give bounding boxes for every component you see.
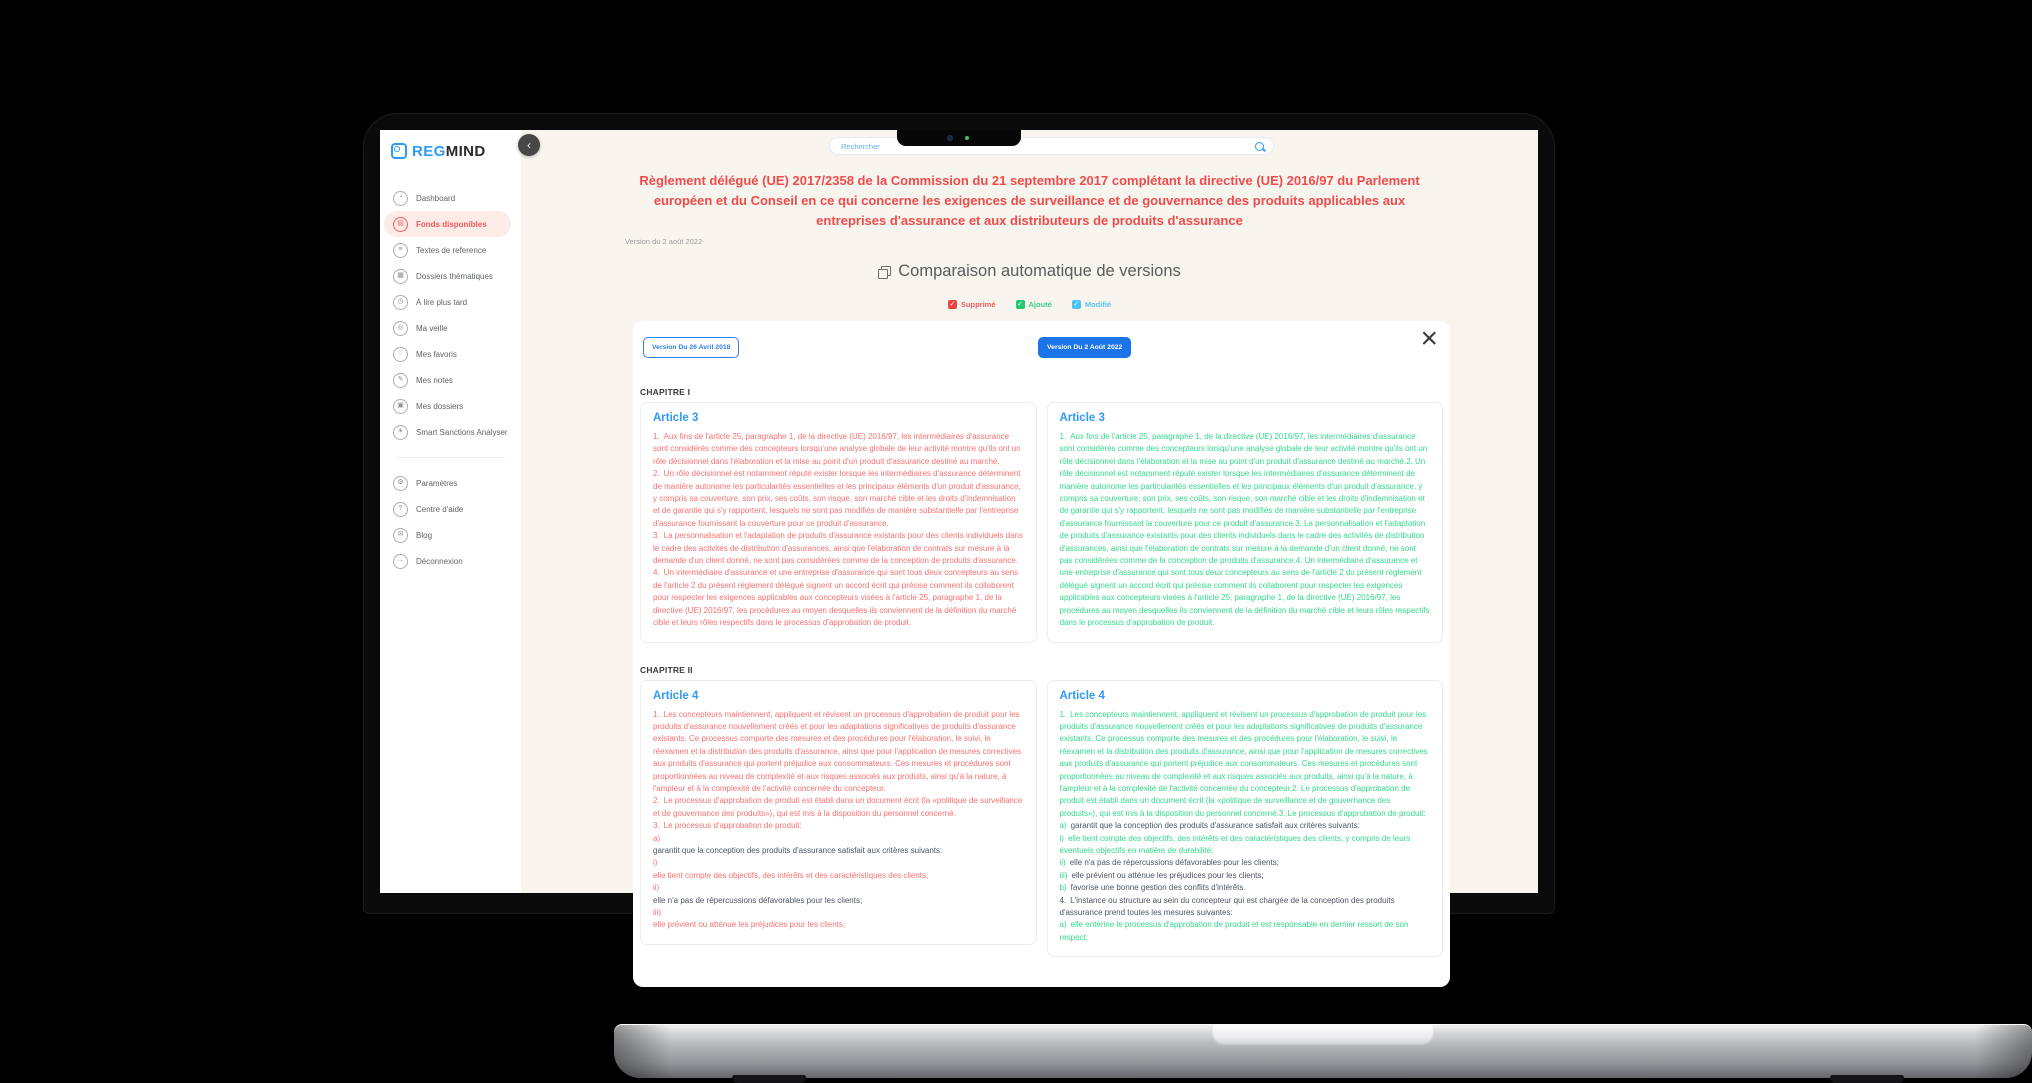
sidebar-item-icon: ♡ [393, 347, 408, 362]
section-heading-text: Comparaison automatique de versions [898, 262, 1181, 280]
article-line: garantit que la conception des produits d'assurance satisfait aux critères suivants: [653, 845, 943, 855]
sidebar-item-label: Ma veille [416, 323, 448, 333]
article-line: i) [653, 858, 658, 868]
sidebar-item[interactable] [384, 496, 511, 522]
screen [380, 130, 1538, 942]
sidebar-item-label: Déconnexion [416, 556, 463, 566]
legend-checkbox-icon: ✓ [949, 301, 956, 308]
sidebar-item[interactable] [384, 315, 511, 341]
laptop-screen [363, 113, 1555, 942]
legend-item[interactable] [948, 300, 996, 309]
article-line: a) elle entérine le processus d'approbation de produit et est responsable en dernier ressort de son respect; [1059, 920, 1409, 942]
sidebar-item-label: Textes de reference [416, 245, 487, 255]
article-line: 4. Un intermédiaire d'assurance et une entreprise d'assurance qui sont tous deux concepteurs au sens de l'article 2 du présent règlement délégué signent un accord écrit qui précise comment ils collaborent pour respecter les exigences applicables aux concepteurs visées à l'article 25, paragraphe 1, de la directive (UE) 2016/97, les procédures au moyen desquelles ils conviennent de la définition du marché cible et leurs rôles respectifs dans le processus d'approbation de produit. [653, 568, 1019, 628]
compare-icon [878, 266, 890, 278]
sidebar-item[interactable] [384, 289, 511, 315]
legend-label: Modifié [1084, 300, 1112, 309]
sidebar-item-icon: ▤ [393, 217, 408, 232]
article-new-body [1060, 431, 1431, 630]
laptop-base [614, 1024, 2032, 1078]
sidebar-item-label: Dashboard [416, 193, 456, 203]
sidebar-item-icon: ◔ [393, 191, 408, 206]
regmind-app [380, 130, 1538, 942]
sidebar-item-icon: ✶ [393, 425, 408, 440]
diff-legend [521, 300, 1538, 309]
sidebar-footer-nav [380, 470, 521, 574]
sidebar-item-label: Blog [416, 530, 433, 540]
article-line: 1. Aux fins de l'article 25, paragraphe 1, de la directive (UE) 2016/97, les intermédiaires d'assurance sont considérés comme des concepteurs lorsqu'une analyse globale de leur activité montre qu'ils ont un rôle décisionnel dans l'élaboration et la mise au point d'un produit d'assurance destiné au marché. [653, 432, 1021, 466]
sidebar-item-icon: → [393, 554, 408, 569]
legend-checkbox-icon: ✓ [1073, 301, 1080, 308]
article-line: a) [653, 833, 661, 843]
article-line: 2. Un rôle décisionnel est notamment réputé exister lorsque les intermédiaires d'assurance déterminent de manière autonome les particularités essentielles et les principaux éléments d'un produit d'assurance, y compris sa couverture, son prix, ses coûts, son risque, son marché cible et les droits d'indemnisation et de garantie qui s'y rapportent, lesquels ne sont pas modifiés de manière substantielle par l'entreprise d'assurance fournissant la couverture pour ce produit d'assurance. [653, 469, 1021, 528]
article-line: a) garantit que la conception des produits d'assurance satisfait aux critères suivants: [1059, 821, 1360, 831]
article-line: 1. Aux fins de l'article 25, paragraphe 1, de la directive (UE) 2016/97, les intermédiaires d'assurance sont considérés comme des concepteurs lorsqu'une analyse globale de leur activité montre qu'ils ont un rôle décisionnel dans l'élaboration et la mise au point d'un produit d'assurance destiné au marché.2. Un rôle décisionnel est notamment réputé exister lorsque les intermédiaires d'assurance déterminent de manière autonome les particularités essentielles et les principaux éléments d'un produit d'assurance, y compris sa couverture, son prix, ses coûts, son risque, son marché cible et les droits d'indemnisation et de garantie qui s'y rapportent, lesquels ne sont pas modifiés de manière substantielle par l'entreprise d'assurance fournissant la couverture pour ce produit d'assurance.3. La personnalisation et l'adaptation de produits d'assurance existants pour des clients individuels dans le cadre des activités de distribution d'assurances, ainsi que l'élaboration de contrats sur mesure à la demande d'un client donné, ne sont pas considérées comme de la conception de produits d'assurance.4. Un intermédiaire d'assurance et une entreprise d'assurance qui sont tous deux concepteurs au sens de l'article 2 du présent règlement délégué signent un accord écrit qui précise comment ils collaborent pour respecter les exigences applicables aux concepteurs visées à l'article 25, paragraphe 1, de la directive (UE) 2016/97, les procédures au moyen desquelles ils conviennent de la définition du marché cible et leurs rôles respectifs dans le processus d'approbation de produit. [1059, 432, 1430, 628]
article-title: Article 3 [653, 412, 699, 424]
sidebar-item[interactable] [384, 341, 511, 367]
legend-label: Ajouté [1028, 300, 1052, 309]
legend-item[interactable] [1072, 300, 1111, 309]
camera-led-icon [965, 136, 969, 140]
regmind-logo-icon [391, 143, 407, 159]
article-line: ii) elle n'a pas de répercussions défavorables pour les clients; [1059, 858, 1279, 868]
sidebar-item[interactable] [384, 393, 511, 419]
sidebar-item[interactable] [384, 419, 511, 445]
article-old-version [640, 402, 1037, 643]
article-line: 4. L'instance ou structure au sein du concepteur qui est chargée de la conception des produits d'assurance prend toutes les mesures suivantes: [1059, 895, 1395, 917]
sidebar-item[interactable] [384, 470, 511, 496]
search-icon[interactable] [1255, 142, 1264, 151]
article-line: iii) [653, 908, 661, 917]
sidebar [380, 130, 531, 893]
sidebar-item-label: Mes notes [416, 375, 453, 385]
version-right-button[interactable]: Version Du 2 Août 2022 [1038, 337, 1131, 358]
sidebar-item[interactable] [384, 367, 511, 393]
sidebar-item-icon: ? [393, 502, 408, 517]
article-line: 2. Le processus d'approbation de produit est établi dans un document écrit (la «politique de surveillance et de gouvernance des produits»), qui est mis à la disposition du personnel concerné. [653, 796, 1023, 818]
document-title: Règlement délégué (UE) 2017/2358 de la Commission du 21 septembre 2017 complétant la directive (UE) 2016/97 du Parlement européen et du Conseil en ce qui concerne les exigences de surveillance et de gouvernance des produits applicables aux entreprises d'assurance et aux distributeurs de produits d'assurance [639, 173, 1420, 228]
article-old-version [640, 680, 1037, 945]
version-left-button[interactable]: Version Du 26 Avril 2018 [643, 337, 739, 358]
regmind-logo [380, 130, 521, 162]
laptop-lid-groove [1212, 1025, 1434, 1046]
section-heading [521, 262, 1538, 281]
article-line: 1. Les concepteurs maintiennent, appliquent et révisent un processus d'approbation de produit pour les produits d'assurance nouvellement créés et pour les adaptations significatives de produits d'assurance existants. Ce processus comporte des mesures et des procédures pour l'élaboration, le suivi, le réexamen et la distribution des produits d'assurance, ainsi que pour l'application de mesures correctives aux produits d'assurance qui portent préjudice aux consommateurs. Ces mesures et procédures sont proportionnées au niveau de complexité et aux risques associés aux produits, ainsi qu'à la nature, à l'ampleur et à la complexité de l'activité concernée du concepteur. [653, 709, 1022, 793]
sidebar-item-icon: ◎ [393, 321, 408, 336]
legend-checkbox-icon: ✓ [1017, 301, 1023, 308]
sidebar-item-label: À lire plus tard [416, 297, 468, 307]
sidebar-item-icon: ▦ [393, 269, 408, 284]
sidebar-item-label: Mes favoris [416, 349, 457, 359]
chapter-label: CHAPITRE II [640, 664, 693, 675]
legend-label: Supprimé [960, 300, 996, 309]
sidebar-item[interactable] [384, 522, 511, 548]
laptop-notch [897, 130, 1021, 146]
version-label: Version du 2 août 2022 [625, 237, 703, 246]
sidebar-item-label: Centre d'aide [416, 504, 464, 514]
sidebar-item-icon: ◷ [393, 295, 408, 310]
version-buttons-row [643, 337, 1440, 365]
article-line: elle n'a pas de répercussions défavorables pour les clients; [653, 895, 863, 905]
regmind-logo-text: REGMIND [412, 142, 486, 160]
sidebar-item-label: Mes dossiers [416, 401, 464, 411]
article-line: elle tient compte des objectifs, des intérêts et des caractéristiques des clients; [653, 870, 929, 880]
article-line: 3. La personnalisation et l'adaptation de produits d'assurance existants pour des clients individuels dans le cadre des activités de distribution d'assurances, ainsi que l'élaboration de contrats sur mesure à la demande d'un client donné, ne sont pas considérées comme de la conception de produits d'assurance. [653, 531, 1023, 566]
article-new-version [1047, 680, 1444, 958]
legend-item[interactable] [1016, 300, 1052, 309]
article-line: b) favorise une bonne gestion des conflits d'intérêts. [1059, 883, 1246, 893]
sidebar-collapse-button[interactable]: ‹ [518, 134, 540, 156]
sidebar-item-label: Smart Sanctions Analyser [416, 427, 508, 437]
camera-icon [947, 135, 953, 141]
sidebar-item-label: Paramètres [416, 478, 458, 488]
chapter-1-columns [633, 402, 1450, 643]
close-icon[interactable]: × [1420, 322, 1438, 355]
article-title: Article 4 [653, 689, 699, 702]
article-line: iii) elle prévient ou atténue les préjudices pour les clients; [1059, 870, 1264, 880]
sidebar-divider [396, 457, 505, 458]
sidebar-item[interactable] [384, 237, 511, 263]
article-title: Article 3 [1059, 412, 1105, 424]
laptop-foot [732, 1075, 806, 1083]
article-old-body [653, 709, 1024, 932]
chapter-label: CHAPITRE I [640, 387, 691, 397]
article-line: elle prévient ou atténue les préjudices pour les clients; [653, 920, 846, 930]
sidebar-item[interactable] [384, 211, 511, 237]
sidebar-item-icon: ✎ [393, 373, 408, 388]
sidebar-item-icon: ✉ [393, 528, 408, 543]
sidebar-item-label: Dossiers thématiques [416, 271, 493, 281]
sidebar-item-icon: ▣ [393, 399, 408, 414]
article-old-body [653, 431, 1024, 630]
sidebar-item-icon: ⚙ [393, 476, 408, 491]
article-new-body [1060, 709, 1431, 945]
sidebar-item-icon: ≡ [393, 243, 408, 258]
article-new-version [1047, 402, 1444, 643]
article-line: ii) [653, 883, 660, 893]
article-line: 1. Les concepteurs maintiennent, appliquent et révisent un processus d'approbation de produit pour les produits d'assurance nouvellement créés et pour les adaptations significatives de produits d'assurance existants. Ce processus comporte des mesures et des procédures pour l'élaboration, le suivi, le réexamen et la distribution des produits d'assurance, ainsi que pour l'application de mesures correctives aux produits d'assurance qui portent préjudice aux consommateurs. Ces mesures et procédures sont proportionnées au niveau de complexité et aux risques associés aux produits, ainsi qu'à la nature, à l'ampleur et à la complexité de l'activité concernée du concepteur.2. Le processus d'approbation de produit est établi dans un document écrit (la «politique de surveillance et de gouvernance des produits»), qui est mis à la disposition du personnel concerné.3. Le processus d'approbation de produit: [1059, 709, 1428, 818]
sidebar-nav [380, 185, 521, 445]
comparison-card [633, 321, 1450, 987]
article-title: Article 4 [1059, 689, 1105, 702]
sidebar-item[interactable] [384, 263, 511, 289]
laptop-foot [1830, 1075, 1904, 1083]
sidebar-item[interactable] [384, 548, 511, 574]
article-line: i) elle tient compte des objectifs, des intérêts et des caractéristiques des clients, y compris de leurs éventuels objectifs en matière de durabilité; [1059, 833, 1411, 855]
chapter-2-columns [633, 680, 1450, 958]
article-line: 3. Le processus d'approbation de produit: [653, 821, 802, 831]
sidebar-item-label: Fonds disponibles [416, 219, 487, 229]
main-content [521, 130, 1538, 942]
search-bar [829, 137, 1274, 155]
sidebar-item[interactable] [384, 185, 511, 211]
